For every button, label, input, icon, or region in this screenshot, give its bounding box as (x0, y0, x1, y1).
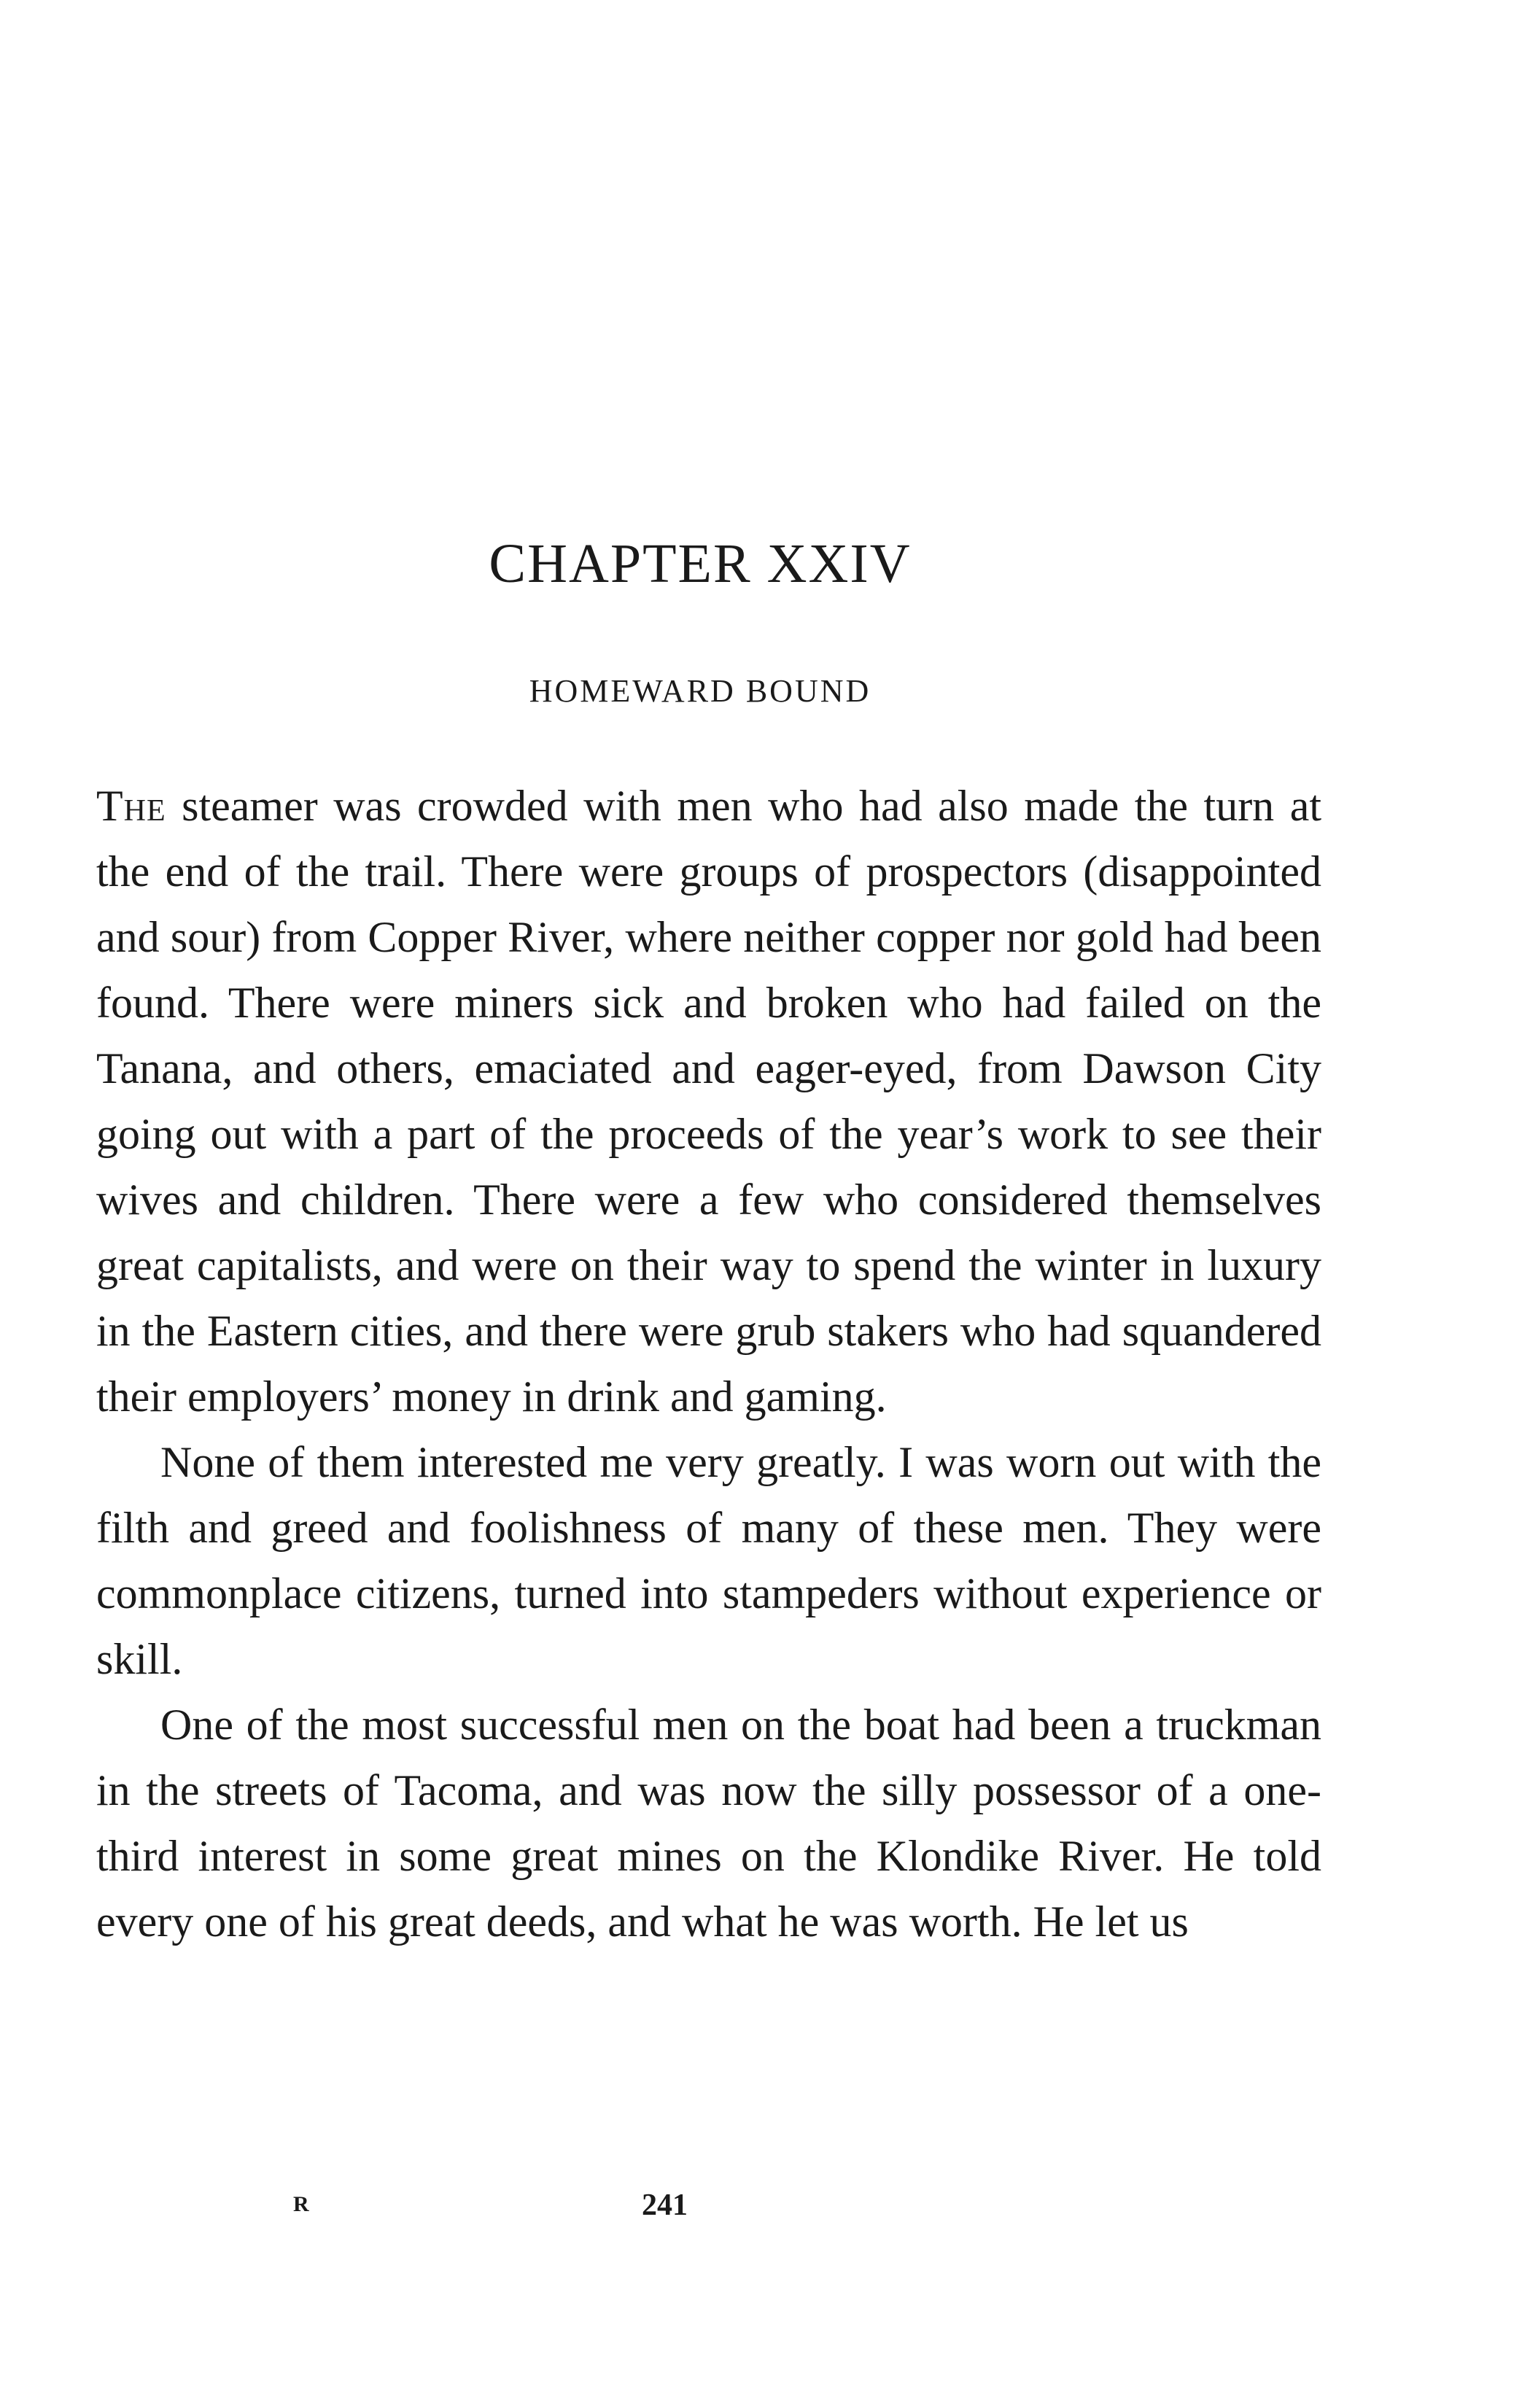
paragraph-3: One of the most successful men on the boat had been a truckman in the streets of Tacoma, and was now the silly possessor of a one-third interest in some great mines on the Klondike River. He told every one of his great deeds, and what he was worth. He let us (96, 1701, 1321, 1946)
paragraph-1-text: steamer was crowded with men who had also made the turn at the end of the trail. There were groups of prospectors (disappointed and sour) from Copper River, where neither copper nor gold had been found. There were miners sick and broken who had failed on the Tanana, and others, emaciated and eager-eyed, from Dawson City going out with a part of the proceeds of the year’s work to see their wives and children. There were a few who considered themselves great capitalists, and were on their way to spend the winter in luxury in the Eastern cities, and there were grub stakers who had squandered their employers’ money in drink and gaming. (96, 782, 1321, 1421)
chapter-title: CHAPTER XXIV (489, 533, 912, 594)
page-number: 241 (642, 2188, 688, 2222)
body-text (96, 773, 1321, 1954)
paragraph-2: None of them interested me very greatly. I was worn out with the filth and greed and foolishness of many of these men. They were commonplace citizens, turned into stampeders without experience or skill. (96, 1438, 1321, 1683)
chapter-subtitle: HOMEWARD BOUND (529, 673, 871, 709)
paragraph-1 (96, 773, 1321, 1429)
signature-mark: R (293, 2192, 309, 2216)
paragraph-lead-word: The (96, 782, 166, 830)
page-footer (0, 2188, 1530, 2232)
